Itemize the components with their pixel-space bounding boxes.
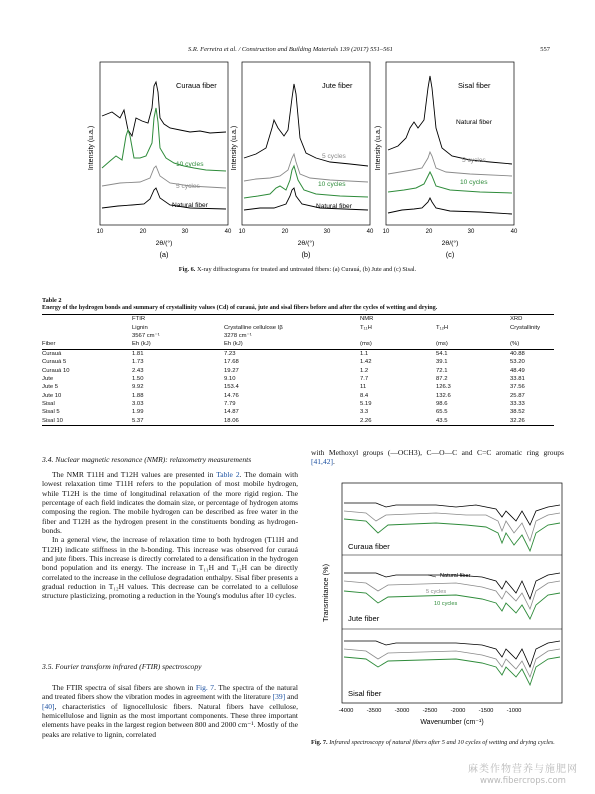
table-group-xrd: XRD <box>510 315 554 324</box>
xrd-tick-a-10: 10 <box>96 229 104 235</box>
table-group-ftir: FTIR <box>132 315 224 324</box>
table-row <box>42 400 554 408</box>
table-cell: 14.76 <box>224 392 239 399</box>
xrd-xlabel-c: 2θ/(°) <box>441 240 459 247</box>
ref-39-link[interactable]: [39] <box>272 692 286 702</box>
ftir-xlabel: Wavenumber (cm⁻¹) <box>420 719 484 726</box>
table-cell: Jute <box>42 375 54 382</box>
section-3-4-p1-text-a: The NMR T11H and T12H values are presented in <box>52 470 217 479</box>
table-head-lignin-wn: 3567 cm⁻¹ <box>132 332 160 339</box>
xrd-panel-a-label-2: 5 cycles <box>176 183 200 190</box>
table-cell: 33.81 <box>510 375 525 382</box>
table-cell: 1.42 <box>360 359 372 366</box>
table-cell: 2.26 <box>360 417 436 426</box>
xrd-tick-b-40: 40 <box>366 229 374 235</box>
xrd-panel-c-title: Sisal fiber <box>458 81 491 90</box>
ftir-panel-jute-label: Jute fiber <box>348 614 380 623</box>
table-cell: Jute 10 <box>42 392 62 399</box>
ftir-legend-natural: Natural fiber <box>440 573 471 579</box>
table-cell: 153.4 <box>224 384 239 391</box>
table-cell: 9.92 <box>132 384 144 391</box>
table-cell: 98.6 <box>436 401 448 408</box>
xrd-tick-b-20: 20 <box>281 229 289 235</box>
table-row <box>42 383 554 391</box>
table-cell: 3.03 <box>132 401 144 408</box>
section-3-5-p1-text-c: and <box>285 692 298 702</box>
xrd-panel-sisal <box>375 62 518 259</box>
section-3-5-p1-text-d: , characteristics of lignocellulosic fibers. Natural fibers have cellulose, hemicellulose and lignin as the most important components. These three important elements have peaks in the largest region between 800 and 2000 cm⁻¹. Mostly of the peaks are relative to lignin, correlated <box>42 701 298 739</box>
table-head-crystallinity: Crystallinity <box>510 324 541 331</box>
table-cell: Curauá <box>42 350 62 357</box>
xrd-panel-a-label-1: 10 cycles <box>176 161 204 168</box>
xrd-ylabel-a: Intensity (u.a.) <box>88 125 95 171</box>
section-3-5-p1-text-b: . The spectra of the natural and treated fibers show the vibration modes in agreement with the literature <box>42 683 298 702</box>
table-cell: 65.5 <box>436 409 448 416</box>
table-cell: Curauá 10 <box>42 367 70 374</box>
xrd-tick-c-20: 20 <box>425 229 433 235</box>
xrd-tick-c-40: 40 <box>510 229 518 235</box>
xrd-tick-c-30: 30 <box>467 229 475 235</box>
xrd-panel-c-label-2: 10 cycles <box>460 179 488 186</box>
table-cell: 54.1 <box>436 350 448 357</box>
xrd-panel-b-label-2: 10 cycles <box>318 181 346 188</box>
table-cell: 48.49 <box>510 367 525 374</box>
table-cell: 7.79 <box>224 401 236 408</box>
table-cell: 1.81 <box>132 350 144 357</box>
table-2-title: Table 2 <box>42 297 62 304</box>
xrd-tick-b-30: 30 <box>323 229 331 235</box>
table-cell: 1.73 <box>132 359 144 366</box>
table-cell: Curauá 5 <box>42 359 67 366</box>
xrd-tick-a-40: 40 <box>224 229 232 235</box>
table-cell: 5.37 <box>132 417 224 426</box>
table-row <box>42 366 554 374</box>
xrd-panel-b-label-1: 5 cycles <box>322 153 346 160</box>
xrd-tick-a-30: 30 <box>181 229 189 235</box>
section-3-5-body <box>42 683 298 739</box>
xrd-panel-b-label-3: Natural fiber <box>316 203 352 210</box>
table-cell: Sisal 5 <box>42 409 60 416</box>
section-3-4-paragraph-2: In a general view, the increase of relaxation time to both hydrogen (T11H and T12H) indicate stiffness in the h-bonding. This increase was observed for curauá and jute fibers. This increase is directly correlated to a densification in the hydrogen bond population and its energy. The increase in T₁₁H and T₁₂H can be directly correlated to the increase in the cellulose degradation enthalpy. Sisal fiber presents a gradual reduction in T₁₂H values. This decrease can be correlated to a cellulose structure plasticizing, promoting a reduction in the Young's modulus after 10 cycles. <box>42 535 298 601</box>
xrd-tick-c-10: 10 <box>382 229 390 235</box>
xrd-panel-curaua <box>88 62 232 259</box>
table-head-t2h: T₁₂H <box>436 324 449 331</box>
figure-7-caption-label: Fig. 7. <box>311 739 328 746</box>
table-cell: 9.10 <box>224 375 236 382</box>
table-cell: Sisal 10 <box>42 417 132 426</box>
table-cell: 32.26 <box>510 417 554 426</box>
table-cell: 40.88 <box>510 350 525 357</box>
table-cell: 1.1 <box>360 350 369 357</box>
table-cell: 7.7 <box>360 375 369 382</box>
section-3-4-heading: 3.4. Nuclear magnetic resonance (NMR): relaxometry measurements <box>42 455 252 464</box>
ftir-legend-5-cycles: 5 cycles <box>426 589 447 595</box>
table-cell: 1.88 <box>132 392 144 399</box>
xrd-tick-a-20: 20 <box>139 229 147 235</box>
table-group-nmr: NMR <box>360 315 436 324</box>
table-cell: 19.27 <box>224 367 239 374</box>
table-cell: 33.33 <box>510 401 525 408</box>
ftir-panel-curaua-label: Curaua fiber <box>348 542 390 551</box>
xrd-panel-jute <box>231 62 374 259</box>
table-head-t2h-unit: (ms) <box>436 340 510 349</box>
right-text-a: with Methoxyl groups (—OCH3), C—O—C and C=C aromatic ring groups <box>311 448 564 457</box>
page-number: 557 <box>540 46 550 53</box>
table-cell: 3.3 <box>360 409 369 416</box>
table-row <box>42 358 554 366</box>
ftir-tick-3000: -3000 <box>394 708 410 714</box>
ftir-panel-sisal-label: Sisal fiber <box>348 689 382 698</box>
table-cell: 39.1 <box>436 359 448 366</box>
right-text-b: . <box>333 457 335 467</box>
table-cell: 38.52 <box>510 409 525 416</box>
fig-7-link[interactable]: Fig. 7 <box>195 683 215 692</box>
table-head-crys-unit: (%) <box>510 340 554 349</box>
table-cell: Sisal <box>42 401 55 408</box>
ftir-tick-4000: -4000 <box>338 708 354 714</box>
section-3-5-p1-text-a: The FTIR spectra of sisal fibers are shown in <box>52 683 196 692</box>
table-head-t1h-unit: (ms) <box>360 340 436 349</box>
table-cell: 11 <box>360 384 367 391</box>
xrd-panel-b-title: Jute fiber <box>322 81 353 90</box>
watermark-url: www.fibercrops.com <box>480 776 566 786</box>
table-cell: 14.87 <box>224 409 239 416</box>
figure-6-xrd <box>90 58 520 263</box>
watermark-chinese: 麻类作物营养与施肥网 <box>468 764 578 775</box>
table-cell: 72.1 <box>436 367 448 374</box>
table-2-body <box>42 349 554 426</box>
table-head-cellulose-wn: 3278 cm⁻¹ <box>224 332 252 339</box>
ftir-tick-1000: -1000 <box>506 708 522 714</box>
xrd-panel-c-label-3: Natural fiber <box>456 119 492 126</box>
figure-6-caption-label: Fig. 6. <box>178 266 196 273</box>
xrd-ylabel-c: Intensity (u.a.) <box>375 125 382 171</box>
ref-40-link[interactable]: [40] <box>42 701 55 711</box>
table-cell: 5.19 <box>360 401 372 408</box>
section-3-4-p1-text-b: . The domain with lowest relaxation time T11H refers to the population of most mobile hydrogen, while T12H is the time of longitudinal relaxation of the more rigid region. The percentage of each field indicates the domain size, or percentage of hydrogen atoms composing the region. The mobile hydrogen can be described as free water in the fiber and T12H as the hydrogen present in the constituents bonding as hydrogen-bonds. <box>42 470 299 536</box>
table-cell: Jute 5 <box>42 384 59 391</box>
table-cell: 2.43 <box>132 367 144 374</box>
table-cell: 25.87 <box>510 392 525 399</box>
ftir-ylabel: Transmitance (%) <box>321 563 330 623</box>
table-cell: 1.50 <box>132 375 144 382</box>
table-2-caption: Energy of the hydrogen bonds and summary of crystallinity values (Cd) of curauá, jute and sisal fibers before and after the cycles of wetting and drying. <box>42 305 438 311</box>
figure-6-caption <box>0 266 595 273</box>
ftir-legend-10-cycles: 10 cycles <box>434 601 458 607</box>
table-row <box>42 408 554 416</box>
table-cell: 7.23 <box>224 350 236 357</box>
section-3-4-paragraph-1 <box>42 470 298 535</box>
table-cell: 17.68 <box>224 359 239 366</box>
xrd-tick-b-10: 10 <box>238 229 246 235</box>
section-3-5-paragraph-1 <box>42 683 298 739</box>
table-cell: 8.4 <box>360 392 369 399</box>
ftir-tick-2000: -2000 <box>450 708 466 714</box>
table-head-cellulose-unit: Eh (kJ) <box>224 340 360 349</box>
xrd-xlabel-a: 2θ/(°) <box>155 240 173 247</box>
table-row <box>42 417 554 426</box>
table-head-lignin-unit: Eh (kJ) <box>132 340 224 349</box>
xrd-xlabel-b: 2θ/(°) <box>297 240 315 247</box>
table-cell: 53.20 <box>510 359 525 366</box>
table-cell: 18.06 <box>224 417 360 426</box>
table-row <box>42 349 554 358</box>
xrd-panel-c-letter: (c) <box>445 250 455 259</box>
right-column-continuation <box>311 448 564 467</box>
table-cell: 43.5 <box>436 417 510 426</box>
figure-7-caption <box>311 739 561 747</box>
ftir-tick-1500: -1500 <box>478 708 494 714</box>
figure-6-caption-text: X-ray diffractograms for treated and untreated fibers: (a) Curauá, (b) Jute and (c) Sisal. <box>196 266 417 273</box>
table-cell: 132.6 <box>436 392 451 399</box>
xrd-panel-a-label-3: Natural fiber <box>172 202 208 209</box>
journal-citation: S.R. Ferreira et al. / Construction and Building Materials 139 (2017) 551–561 <box>188 46 393 53</box>
section-3-5-heading: 3.5. Fourier transform infrared (FTIR) spectroscopy <box>42 662 202 671</box>
figure-7-ftir <box>316 481 564 741</box>
section-3-4-body <box>42 470 298 601</box>
table-row <box>42 392 554 400</box>
table-2-link[interactable]: Table 2 <box>216 470 240 479</box>
table-cell: 126.3 <box>436 384 451 391</box>
xrd-ylabel-b: Intensity (u.a.) <box>231 125 238 171</box>
table-cell: 87.2 <box>436 375 448 382</box>
ftir-tick-2500: -2500 <box>422 708 438 714</box>
figure-7-caption-text: Infrared spectroscopy of natural fibers after 5 and 10 cycles of wetting and drying cycles. <box>329 739 555 746</box>
ftir-tick-3500: -3500 <box>366 708 382 714</box>
table-head-cellulose: Crystalline cellulose Iβ <box>224 324 283 331</box>
table-head-t1h: T₁₁H <box>360 324 372 331</box>
table-head-fiber: Fiber <box>42 340 132 349</box>
table-cell: 1.99 <box>132 409 144 416</box>
table-cell: 37.56 <box>510 384 525 391</box>
table-cell: 1.2 <box>360 367 369 374</box>
xrd-panel-a-title: Curaua fiber <box>176 81 217 90</box>
table-row <box>42 375 554 383</box>
xrd-panel-c-label-1: 5 cycles <box>462 157 486 164</box>
xrd-panel-b-letter: (b) <box>301 250 311 259</box>
table-head-lignin: Lignin <box>132 324 148 331</box>
xrd-panel-a-letter: (a) <box>159 250 169 259</box>
ref-41-42-link[interactable]: [41,42] <box>311 457 334 467</box>
table-2 <box>42 314 554 426</box>
